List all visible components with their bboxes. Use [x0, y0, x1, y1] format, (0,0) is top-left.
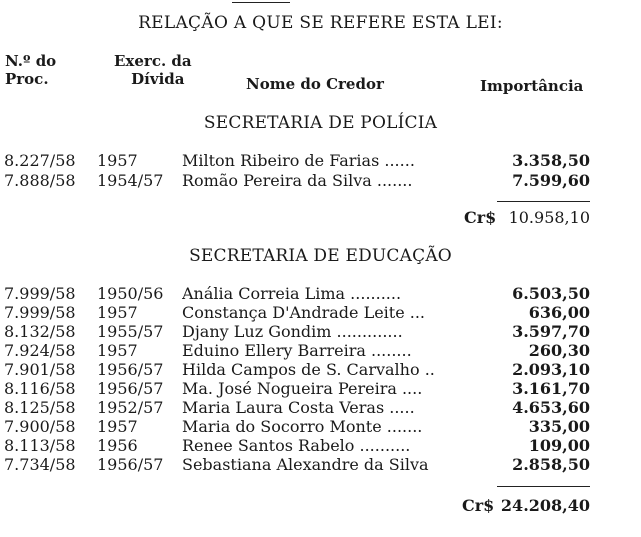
cell-name: Ma. José Nogueira Pereira ....	[182, 379, 423, 398]
cell-amount: 4.653,60	[512, 398, 590, 417]
cell-proc: 7.999/58	[4, 303, 76, 322]
cell-name: Renee Santos Rabelo ..........	[182, 436, 411, 455]
cell-exerc: 1954/57	[97, 171, 164, 190]
subtotal-rule	[497, 486, 590, 487]
cell-exerc: 1957	[97, 151, 138, 170]
page-title: RELAÇÃO A QUE SE REFERE ESTA LEI:	[138, 13, 503, 33]
cell-exerc: 1950/56	[97, 284, 164, 303]
cell-name: Romão Pereira da Silva .......	[182, 171, 413, 190]
cell-proc: 7.734/58	[4, 455, 76, 474]
total-value: 10.958,10	[508, 208, 590, 227]
cell-exerc: 1956/57	[97, 360, 164, 379]
total-currency: Cr$	[464, 208, 497, 227]
top-rule	[232, 2, 290, 3]
cell-exerc: 1956/57	[97, 455, 164, 474]
cell-name: Maria Laura Costa Veras .....	[182, 398, 415, 417]
cell-exerc: 1957	[97, 303, 138, 322]
cell-proc: 7.924/58	[4, 341, 76, 360]
cell-name: Milton Ribeiro de Farias ......	[182, 151, 415, 170]
cell-exerc: 1957	[97, 341, 138, 360]
cell-exerc: 1956/57	[97, 379, 164, 398]
cell-amount: 260,30	[528, 341, 590, 360]
cell-amount: 7.599,60	[512, 171, 590, 190]
cell-amount: 2.093,10	[512, 360, 590, 379]
cell-exerc: 1956	[97, 436, 138, 455]
header-proc-line1: N.º do	[5, 52, 57, 70]
cell-name: Eduino Ellery Barreira ........	[182, 341, 412, 360]
cell-exerc: 1955/57	[97, 322, 164, 341]
cell-proc: 8.227/58	[4, 151, 76, 170]
cell-name: Djany Luz Gondim .............	[182, 322, 403, 341]
table-row	[0, 436, 641, 455]
table-row	[0, 303, 641, 322]
cell-amount: 109,00	[528, 436, 590, 455]
cell-amount: 3.597,70	[512, 322, 590, 341]
cell-amount: 3.161,70	[512, 379, 590, 398]
cell-proc: 8.113/58	[4, 436, 76, 455]
header-amount: Importância	[480, 77, 584, 95]
cell-proc: 8.132/58	[4, 322, 76, 341]
section-title-policia: SECRETARIA DE POLÍCIA	[203, 113, 438, 133]
cell-name: Constança D'Andrade Leite ...	[182, 303, 426, 322]
cell-amount: 3.358,50	[512, 151, 590, 170]
cell-name: Hilda Campos de S. Carvalho ..	[182, 360, 435, 379]
cell-proc: 7.999/58	[4, 284, 76, 303]
table-row	[0, 341, 641, 360]
cell-exerc: 1952/57	[97, 398, 164, 417]
header-exerc-line2: Dívida	[131, 70, 185, 88]
header-exerc-line1: Exerc. da	[114, 52, 192, 70]
total-value: 24.208,40	[500, 496, 590, 515]
cell-amount: 335,00	[528, 417, 590, 436]
table-row	[0, 284, 641, 303]
cell-name: Sebastiana Alexandre da Silva	[182, 455, 429, 474]
cell-proc: 7.900/58	[4, 417, 76, 436]
cell-proc: 7.901/58	[4, 360, 76, 379]
cell-proc: 8.116/58	[4, 379, 76, 398]
table-row	[0, 171, 641, 190]
cell-amount: 2.858,50	[512, 455, 590, 474]
cell-name: Anália Correia Lima ..........	[182, 284, 402, 303]
header-proc	[5, 52, 56, 88]
table-row	[0, 379, 641, 398]
cell-proc: 8.125/58	[4, 398, 76, 417]
cell-amount: 6.503,50	[512, 284, 590, 303]
total-currency: Cr$	[462, 496, 495, 515]
table-row	[0, 455, 641, 474]
header-proc-line2: Proc.	[5, 70, 49, 88]
table-row	[0, 322, 641, 341]
header-exerc	[114, 52, 192, 88]
table-row	[0, 151, 641, 170]
table-row	[0, 360, 641, 379]
table-row	[0, 417, 641, 436]
cell-exerc: 1957	[97, 417, 138, 436]
subtotal-rule	[497, 201, 590, 202]
section-title-educacao: SECRETARIA DE EDUCAÇÃO	[189, 246, 452, 266]
table-row	[0, 398, 641, 417]
cell-amount: 636,00	[528, 303, 590, 322]
cell-name: Maria do Socorro Monte .......	[182, 417, 423, 436]
cell-proc: 7.888/58	[4, 171, 76, 190]
header-name: Nome do Credor	[246, 75, 384, 93]
